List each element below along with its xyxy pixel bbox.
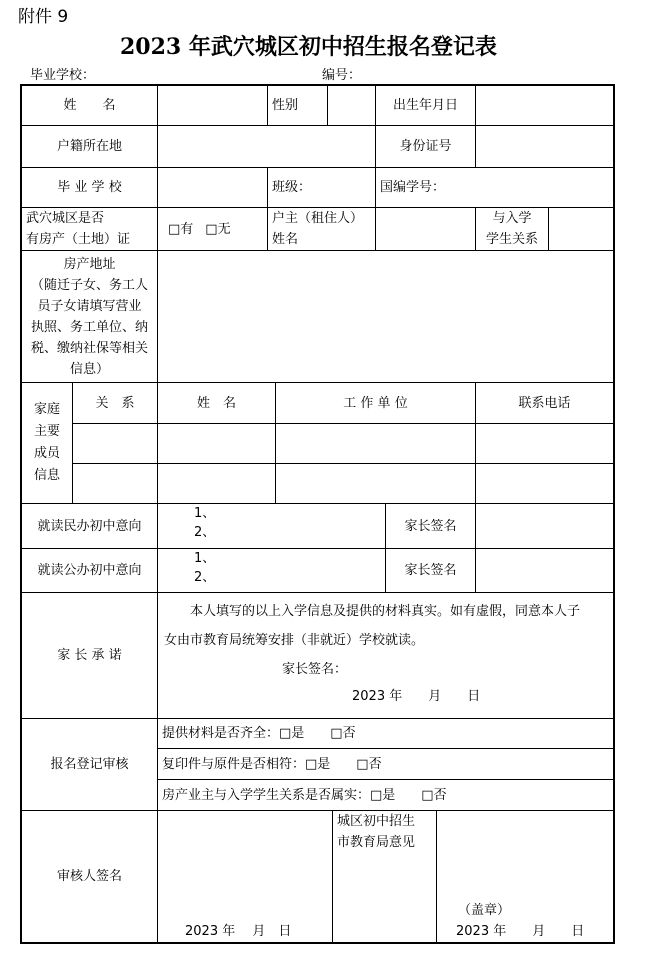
national-id-field[interactable]: 国编学号： <box>375 167 614 208</box>
owner-label-1: 户主（租住人） <box>272 211 364 226</box>
col-name: 姓 名 <box>157 382 276 424</box>
promise-sign-label: 家长签名： <box>282 662 348 677</box>
number-header-label: 编号： <box>322 68 362 83</box>
school-field[interactable] <box>157 167 268 208</box>
family-cell[interactable] <box>157 463 276 504</box>
form-title: 2023 年武穴城区初中招生报名登记表 <box>120 34 497 60</box>
private-school-field[interactable] <box>157 503 386 549</box>
address-line: 信息） <box>69 361 109 377</box>
family-cell[interactable] <box>72 463 158 504</box>
birth-label: 出生年月日 <box>375 85 476 126</box>
promise-text-1: 本人填写的以上入学信息及提供的材料真实。如有虚假，同意本人子 <box>190 604 581 619</box>
choice-1: 1、 <box>194 506 216 521</box>
hukou-field[interactable] <box>157 125 376 168</box>
audit-q3[interactable]: 房产业主与入学学生关系是否属实：□是 □否 <box>157 779 614 811</box>
property-address-label <box>21 250 158 383</box>
yes-checkbox[interactable]: □有 <box>168 221 194 237</box>
family-cell[interactable] <box>275 423 476 464</box>
promise-label: 家 长 承 诺 <box>21 592 158 719</box>
family-cell[interactable] <box>72 423 158 464</box>
id-field[interactable] <box>475 125 614 168</box>
class-field[interactable]: 班级： <box>267 167 376 208</box>
audit-label: 报名登记审核 <box>21 718 158 811</box>
family-cell[interactable] <box>275 463 476 504</box>
public-school-label: 就读公办初中意向 <box>21 548 158 593</box>
house-question <box>21 207 158 251</box>
reviewer-date: 2023 年 月 日 <box>185 924 292 939</box>
col-workplace: 工 作 单 位 <box>275 382 476 424</box>
relation-field[interactable] <box>548 207 614 251</box>
audit-q1[interactable]: 提供材料是否齐全：□是 □否 <box>157 718 614 749</box>
school-label: 毕 业 学 校 <box>21 167 158 208</box>
no-checkbox[interactable]: □无 <box>205 221 231 237</box>
private-sign-field[interactable] <box>475 503 614 549</box>
address-line: 房产地址 <box>63 256 116 272</box>
family-label-char: 成员 <box>33 446 60 461</box>
relation-label <box>475 207 549 251</box>
col-phone: 联系电话 <box>475 382 614 424</box>
hukou-label: 户籍所在地 <box>21 125 158 168</box>
property-address-field[interactable] <box>157 250 614 383</box>
family-label-char: 信息 <box>33 468 60 483</box>
choice-2: 2、 <box>194 525 216 540</box>
reviewer-label: 审核人签名 <box>21 810 158 943</box>
public-sign-label: 家长签名 <box>385 548 476 593</box>
gender-field[interactable] <box>327 85 376 126</box>
address-line: 税、缴纳社保等相关 <box>30 340 148 356</box>
birth-field[interactable] <box>475 85 614 126</box>
attachment-label: 附件 9 <box>18 7 69 27</box>
family-label-char: 主要 <box>33 424 60 439</box>
public-sign-field[interactable] <box>475 548 614 593</box>
house-q1: 武穴城区是否 <box>26 211 105 226</box>
id-label: 身份证号 <box>375 125 476 168</box>
gender-label: 性别 <box>267 85 328 126</box>
col-relation: 关 系 <box>72 382 158 424</box>
relation-label-2: 学生关系 <box>485 232 538 247</box>
private-school-label: 就读民办初中意向 <box>21 503 158 549</box>
bureau-date: 2023 年 月 日 <box>456 924 585 939</box>
audit-q2[interactable]: 复印件与原件是否相符：□是 □否 <box>157 748 614 780</box>
relation-label-1: 与入学 <box>492 211 532 226</box>
address-line: （随迁子女、务工人 <box>30 277 148 293</box>
private-sign-label: 家长签名 <box>385 503 476 549</box>
bureau-label <box>332 810 437 943</box>
house-choice <box>157 207 268 251</box>
promise-date: 2023 年 月 日 <box>352 689 481 704</box>
address-line: 执照、务工单位、纳 <box>30 319 148 335</box>
house-q2: 有房产（土地）证 <box>26 232 131 247</box>
owner-label <box>267 207 376 251</box>
public-school-field[interactable] <box>157 548 386 593</box>
name-label: 姓 名 <box>21 85 158 126</box>
family-label-char: 家庭 <box>33 402 60 417</box>
owner-field[interactable] <box>375 207 476 251</box>
school-header-label: 毕业学校： <box>30 68 96 83</box>
choice-2: 2、 <box>194 570 216 585</box>
family-cell[interactable] <box>157 423 276 464</box>
name-field[interactable] <box>157 85 268 126</box>
owner-label-2: 姓名 <box>272 232 299 247</box>
bureau-label-1: 城区初中招生 <box>337 814 416 829</box>
family-cell[interactable] <box>475 423 614 464</box>
seal-label: （盖章） <box>458 903 511 918</box>
bureau-label-2: 市教育局意见 <box>337 835 416 850</box>
promise-text-2: 女由市教育局统筹安排（非就近）学校就读。 <box>164 633 425 648</box>
family-cell[interactable] <box>475 463 614 504</box>
choice-1: 1、 <box>194 551 216 566</box>
address-line: 员子女请填写营业 <box>37 298 142 314</box>
family-label <box>21 382 73 504</box>
